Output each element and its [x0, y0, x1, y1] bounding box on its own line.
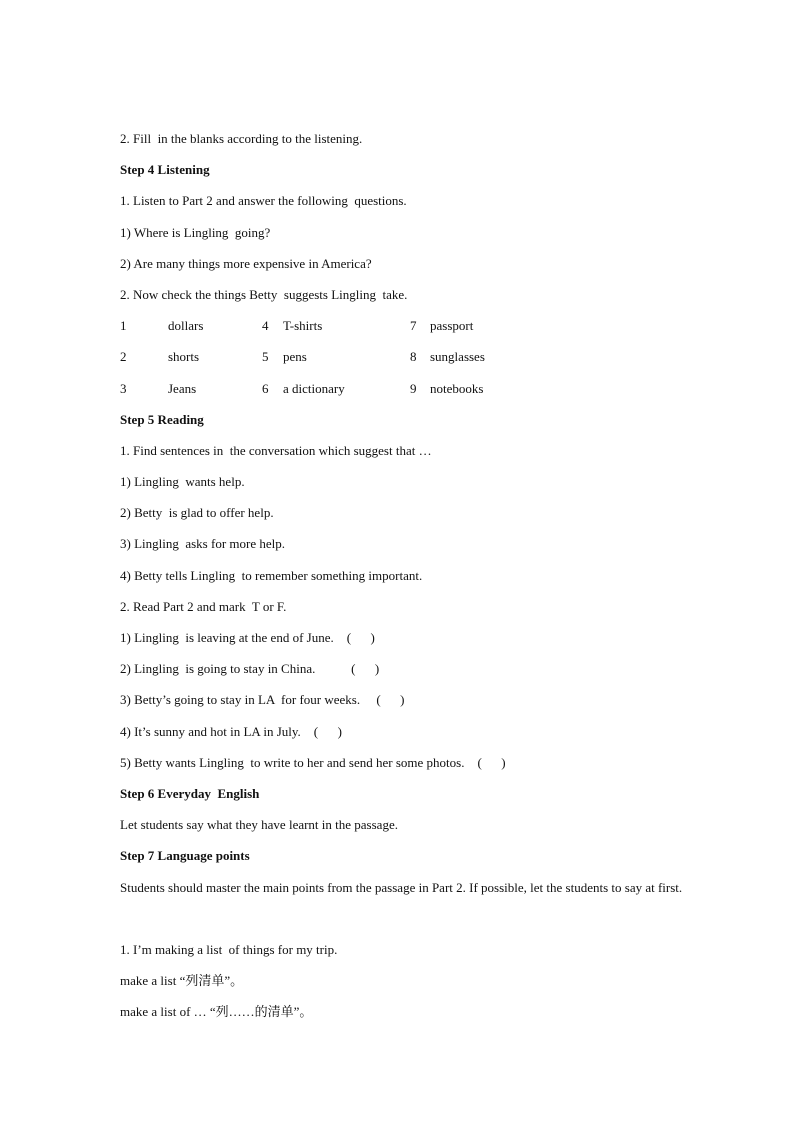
- section-listening: [120, 130, 690, 317]
- text-line: 1) Where is Lingling going?: [120, 224, 271, 240]
- item-label: shorts: [168, 349, 200, 365]
- section-heading: Step 4 Listening: [120, 162, 210, 178]
- language-points-paragraph: Students should master the main points from the passage in Part 2. If possible, let the students to say at first.: [120, 879, 683, 895]
- section-reading-and-more: [120, 411, 690, 879]
- text-line: 4) Betty tells Lingling to remember something important.: [120, 567, 423, 583]
- item-label: notebooks: [430, 380, 484, 396]
- item-label: Jeans: [168, 380, 197, 396]
- item-number: 6: [262, 380, 269, 396]
- item-label: pens: [283, 349, 307, 365]
- table-row: [120, 380, 690, 411]
- text-line: 3) Betty’s going to stay in LA for four weeks. ( ): [120, 692, 405, 708]
- items-table: [120, 317, 690, 411]
- text-line: 3) Lingling asks for more help.: [120, 536, 285, 552]
- text-line: 5) Betty wants Lingling to write to her and send her some photos. ( ): [120, 754, 506, 770]
- text-line: 4) It’s sunny and hot in LA in July. ( ): [120, 723, 342, 739]
- text-line: 1. Listen to Part 2 and answer the following questions.: [120, 193, 407, 209]
- text-line: 1) Lingling wants help.: [120, 474, 245, 490]
- item-label: passport: [430, 318, 474, 334]
- item-number: 2: [120, 349, 127, 365]
- text-line: 2. Read Part 2 and mark T or F.: [120, 598, 287, 614]
- item-label: dollars: [168, 318, 204, 334]
- item-number: 3: [120, 380, 127, 396]
- item-label: sunglasses: [430, 349, 485, 365]
- item-number: 7: [410, 318, 417, 334]
- section-heading: Step 7 Language points: [120, 848, 250, 864]
- table-row: [120, 317, 690, 348]
- text-line: make a list of … “列……的清单”。: [120, 1004, 313, 1020]
- section-heading: Step 5 Reading: [120, 411, 204, 427]
- item-label: T-shirts: [283, 318, 323, 334]
- text-line: 2. Now check the things Betty suggests Lingling take.: [120, 286, 408, 302]
- document-content: [120, 130, 690, 1034]
- text-line: make a list “列清单”。: [120, 973, 244, 989]
- item-number: 9: [410, 380, 417, 396]
- item-number: 5: [262, 349, 269, 365]
- text-line: 1. I’m making a list of things for my trip.: [120, 941, 338, 957]
- text-line: Let students say what they have learnt in the passage.: [120, 817, 398, 833]
- text-line: 2. Fill in the blanks according to the listening.: [120, 131, 363, 146]
- section-heading: Step 6 Everyday English: [120, 785, 260, 801]
- text-line: 1. Find sentences in the conversation which suggest that …: [120, 442, 432, 458]
- item-number: 1: [120, 318, 127, 334]
- item-number: 8: [410, 349, 417, 365]
- text-line: 1) Lingling is leaving at the end of June. ( ): [120, 630, 375, 645]
- item-number: 4: [262, 318, 269, 334]
- table-row: [120, 348, 690, 379]
- section-language-examples: [120, 941, 690, 1035]
- text-line: 2) Betty is glad to offer help.: [120, 505, 274, 521]
- text-line: 2) Lingling is going to stay in China. ( ): [120, 661, 380, 677]
- text-line: 2) Are many things more expensive in America?: [120, 255, 372, 271]
- item-label: a dictionary: [283, 380, 345, 396]
